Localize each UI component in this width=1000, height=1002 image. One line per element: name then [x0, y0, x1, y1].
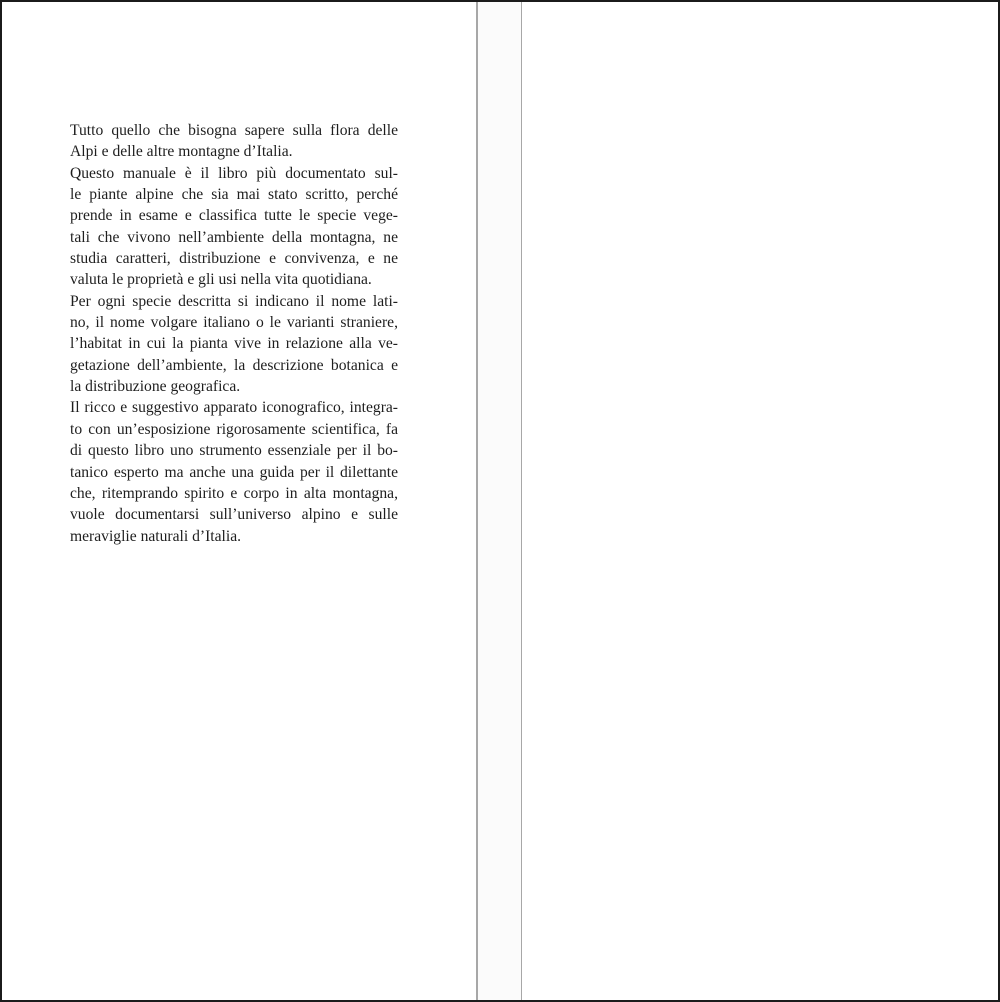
blurb-line: tanico esperto ma anche una guida per il dilettante — [70, 463, 398, 481]
blurb-line: Questo manuale è il libro più documentato sul- — [70, 164, 398, 182]
blurb-line: valuta le proprietà e gli usi nella vita quotidiana. — [70, 271, 372, 289]
blurb-line: Alpi e delle altre montagne d’Italia. — [70, 143, 293, 161]
blurb-line: le piante alpine che sia mai stato scritto, perché — [70, 186, 398, 204]
blurb-line: getazione dell’ambiente, la descrizione botanica e — [70, 356, 398, 374]
blurb-line: Il ricco e suggestivo apparato iconografico, integra- — [70, 399, 398, 417]
blurb-line: Per ogni specie descritta si indicano il nome lati- — [70, 292, 398, 310]
blurb-line: tali che vivono nell’ambiente della montagna, ne — [70, 228, 398, 246]
blurb-line: prende in esame e classifica tutte le specie vege- — [70, 207, 398, 225]
right-page-blank — [522, 2, 998, 1000]
blurb-line: che, ritemprando spirito e corpo in alta montagna, — [70, 484, 398, 502]
blurb-line: meraviglie naturali d’Italia. — [70, 527, 242, 545]
blurb-line: l’habitat in cui la pianta vive in relazione alla ve- — [70, 335, 398, 353]
left-page — [2, 2, 476, 1000]
blurb-line: di questo libro uno strumento essenziale per il bo- — [70, 442, 398, 460]
page-gutter-spine — [476, 2, 523, 1000]
blurb-line: la distribuzione geografica. — [70, 378, 241, 396]
blurb-line: to con un’esposizione rigorosamente scientifica, fa — [70, 420, 398, 438]
back-flap-blurb — [70, 120, 398, 547]
blurb-line: Tutto quello che bisogna sapere sulla flora delle — [70, 122, 398, 139]
blurb-line: vuole documentarsi sull’universo alpino e sulle — [70, 506, 398, 524]
blurb-line: no, il nome volgare italiano o le varianti straniere, — [70, 314, 398, 332]
blurb-line: studia caratteri, distribuzione e convivenza, e ne — [70, 250, 398, 268]
